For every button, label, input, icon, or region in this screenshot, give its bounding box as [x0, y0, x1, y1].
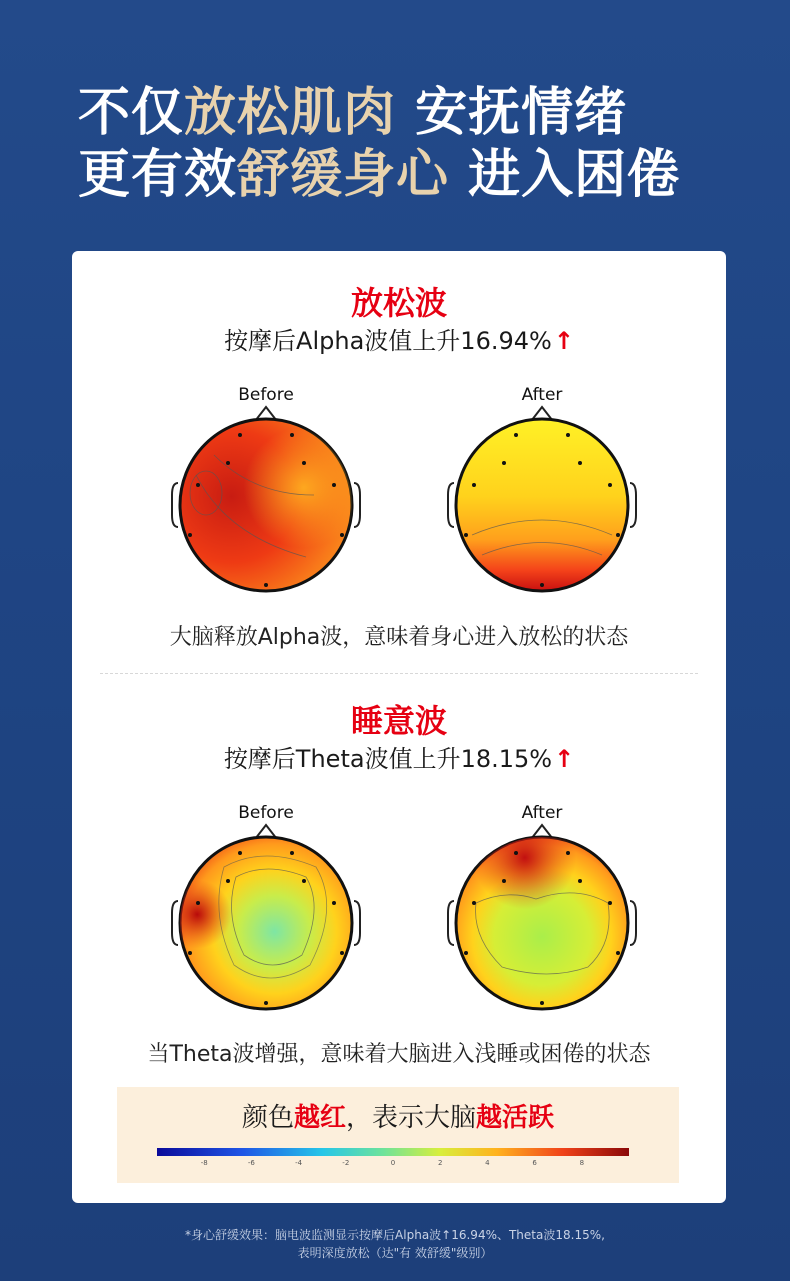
colorbar-ticks: [157, 1159, 629, 1169]
brain-heatmap-icon: [166, 803, 366, 1013]
up-arrow-icon: ↑: [553, 327, 574, 355]
before-label: Before: [238, 803, 294, 823]
tick-label: -4: [295, 1159, 303, 1167]
after-label: After: [521, 803, 563, 823]
alpha-before-topomap: [166, 385, 366, 595]
color-legend: [117, 1087, 679, 1183]
tick-label: -6: [247, 1159, 255, 1167]
section-divider: [100, 673, 698, 674]
colorbar: [157, 1148, 629, 1156]
tick-label: 0: [390, 1159, 396, 1167]
tick-label: 4: [485, 1159, 490, 1167]
before-label: Before: [238, 385, 294, 405]
theta-section-subtitle: 按摩后Theta波值上升18.15%↑: [223, 745, 575, 773]
footnote: [0, 1226, 790, 1262]
headline-line-1: 不仅放松肌肉 安抚情绪: [78, 83, 628, 143]
tick-label: 8: [579, 1159, 585, 1167]
tick-label: 2: [437, 1159, 443, 1167]
alpha-section-subtitle: 按摩后Alpha波值上升16.94%↑: [224, 327, 574, 355]
headline-line-2: 更有效舒缓身心 进入困倦: [78, 145, 681, 205]
footnote-line-2: 表明深度放松（达"有 效舒缓"级别）: [297, 1246, 493, 1260]
tick-label: 6: [532, 1159, 537, 1167]
alpha-after-topomap: [442, 385, 642, 595]
content-card: [72, 251, 726, 1203]
footnote-line-1: *身心舒缓效果：脑电波监测显示按摩后Alpha波↑16.94%、Theta波18.15%,: [185, 1228, 605, 1242]
theta-caption: 当Theta波增强，意味着大脑进入浅睡或困倦的状态: [147, 1042, 651, 1067]
legend-text: 颜色越红，表示大脑越活跃: [241, 1103, 555, 1133]
brain-heatmap-icon: [166, 385, 366, 595]
tick-label: -2: [342, 1159, 350, 1167]
tick-label: -8: [200, 1159, 208, 1167]
headline: [78, 82, 768, 206]
up-arrow-icon: ↑: [554, 745, 575, 773]
brain-heatmap-icon: [442, 385, 642, 595]
alpha-section-title: 放松波: [350, 284, 447, 322]
theta-section-title: 睡意波: [350, 702, 447, 740]
brain-heatmap-icon: [442, 803, 642, 1013]
theta-after-topomap: [442, 803, 642, 1013]
after-label: After: [521, 385, 563, 405]
theta-before-topomap: [166, 803, 366, 1013]
alpha-caption: 大脑释放Alpha波，意味着身心进入放松的状态: [169, 625, 629, 650]
